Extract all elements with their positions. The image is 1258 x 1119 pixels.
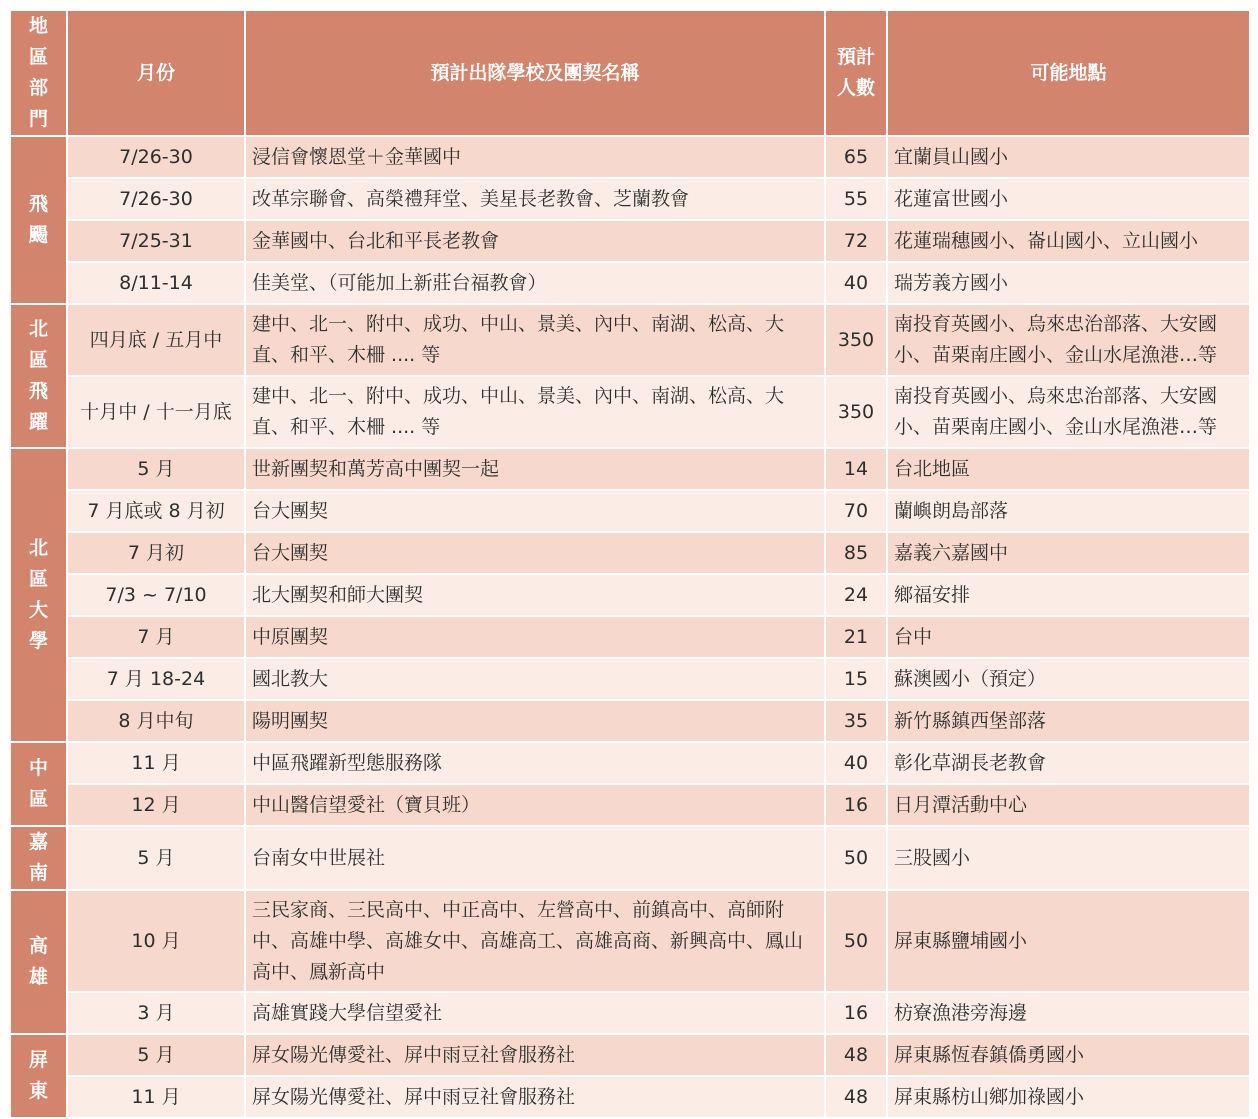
outreach-schedule-table	[9, 9, 1251, 1119]
location-cell: 宜蘭員山國小	[887, 136, 1250, 178]
header-region: 地區部門	[10, 10, 67, 136]
school-cell: 北大團契和師大團契	[245, 574, 825, 616]
table-row	[10, 658, 1250, 700]
month-cell: 3 月	[67, 992, 245, 1034]
table-row	[10, 178, 1250, 220]
table-row	[10, 700, 1250, 742]
table-row	[10, 826, 1250, 890]
count-cell: 50	[825, 890, 887, 992]
table-row	[10, 784, 1250, 826]
count-cell: 50	[825, 826, 887, 890]
table-row	[10, 992, 1250, 1034]
location-cell: 花蓮瑞穗國小、崙山國小、立山國小	[887, 220, 1250, 262]
school-cell: 陽明團契	[245, 700, 825, 742]
location-cell: 鄉福安排	[887, 574, 1250, 616]
table-row	[10, 890, 1250, 992]
school-cell: 中區飛躍新型態服務隊	[245, 742, 825, 784]
count-cell: 70	[825, 490, 887, 532]
school-cell: 金華國中、台北和平長老教會	[245, 220, 825, 262]
count-cell: 350	[825, 376, 887, 448]
table-row	[10, 1076, 1250, 1118]
month-cell: 四月底 / 五月中	[67, 304, 245, 376]
table-row	[10, 1034, 1250, 1076]
region-label: 中區	[28, 757, 48, 810]
region-label: 高雄	[28, 935, 48, 988]
school-cell: 台大團契	[245, 490, 825, 532]
location-cell: 花蓮富世國小	[887, 178, 1250, 220]
month-cell: 8 月中旬	[67, 700, 245, 742]
month-cell: 7/25-31	[67, 220, 245, 262]
month-cell: 12 月	[67, 784, 245, 826]
count-cell: 40	[825, 742, 887, 784]
count-cell: 48	[825, 1034, 887, 1076]
region-cell	[10, 826, 67, 890]
region-cell	[10, 304, 67, 448]
school-cell: 改革宗聯會、高榮禮拜堂、美星長老教會、芝蘭教會	[245, 178, 825, 220]
table-row	[10, 220, 1250, 262]
table-row	[10, 490, 1250, 532]
region-cell	[10, 742, 67, 826]
location-cell: 三股國小	[887, 826, 1250, 890]
count-cell: 21	[825, 616, 887, 658]
month-cell: 11 月	[67, 742, 245, 784]
school-cell: 佳美堂、（可能加上新莊台福教會）	[245, 262, 825, 304]
location-cell: 屏東縣鹽埔國小	[887, 890, 1250, 992]
month-cell: 10 月	[67, 890, 245, 992]
month-cell: 7/26-30	[67, 136, 245, 178]
table-row	[10, 574, 1250, 616]
school-cell: 建中、北一、附中、成功、中山、景美、內中、南湖、松高、大直、和平、木柵 .... 等	[245, 304, 825, 376]
month-cell: 5 月	[67, 826, 245, 890]
region-cell	[10, 890, 67, 1034]
location-cell: 蘭嶼朗島部落	[887, 490, 1250, 532]
school-cell: 浸信會懷恩堂＋金華國中	[245, 136, 825, 178]
school-cell: 中山醫信望愛社（寶貝班）	[245, 784, 825, 826]
location-cell: 新竹縣鎮西堡部落	[887, 700, 1250, 742]
month-cell: 7 月 18-24	[67, 658, 245, 700]
school-cell: 台大團契	[245, 532, 825, 574]
count-cell: 350	[825, 304, 887, 376]
month-cell: 5 月	[67, 448, 245, 490]
school-cell: 台南女中世展社	[245, 826, 825, 890]
location-cell: 瑞芳義方國小	[887, 262, 1250, 304]
region-label: 屏東	[28, 1049, 48, 1102]
count-cell: 72	[825, 220, 887, 262]
count-cell: 35	[825, 700, 887, 742]
month-cell: 7/3 ~ 7/10	[67, 574, 245, 616]
region-label: 北區大學	[28, 537, 48, 652]
school-cell: 屏女陽光傳愛社、屏中雨豆社會服務社	[245, 1076, 825, 1118]
month-cell: 7 月初	[67, 532, 245, 574]
count-cell: 55	[825, 178, 887, 220]
month-cell: 7 月	[67, 616, 245, 658]
table-wrapper	[9, 9, 1251, 1119]
header-month: 月份	[67, 10, 245, 136]
month-cell: 5 月	[67, 1034, 245, 1076]
table-row	[10, 376, 1250, 448]
table-row	[10, 742, 1250, 784]
count-cell: 15	[825, 658, 887, 700]
location-cell: 屏東縣枋山鄉加祿國小	[887, 1076, 1250, 1118]
region-label: 飛颺	[28, 193, 48, 246]
count-cell: 16	[825, 992, 887, 1034]
school-cell: 三民家商、三民高中、中正高中、左營高中、前鎮高中、高師附中、高雄中學、高雄女中、高雄高工、高雄高商、新興高中、鳳山高中、鳳新高中	[245, 890, 825, 992]
month-cell: 十月中 / 十一月底	[67, 376, 245, 448]
table-row	[10, 262, 1250, 304]
school-cell: 中原團契	[245, 616, 825, 658]
school-cell: 國北教大	[245, 658, 825, 700]
school-cell: 建中、北一、附中、成功、中山、景美、內中、南湖、松高、大直、和平、木柵 .... 等	[245, 376, 825, 448]
month-cell: 7/26-30	[67, 178, 245, 220]
count-cell: 48	[825, 1076, 887, 1118]
school-cell: 高雄實踐大學信望愛社	[245, 992, 825, 1034]
header-school: 預計出隊學校及團契名稱	[245, 10, 825, 136]
school-cell: 世新團契和萬芳高中團契一起	[245, 448, 825, 490]
location-cell: 彰化草湖長老教會	[887, 742, 1250, 784]
location-cell: 日月潭活動中心	[887, 784, 1250, 826]
school-cell: 屏女陽光傳愛社、屏中雨豆社會服務社	[245, 1034, 825, 1076]
location-cell: 南投育英國小、烏來忠治部落、大安國小、苗栗南庄國小、金山水尾漁港…等	[887, 304, 1250, 376]
count-cell: 24	[825, 574, 887, 616]
region-label: 北區飛躍	[28, 318, 48, 433]
count-cell: 85	[825, 532, 887, 574]
location-cell: 嘉義六嘉國中	[887, 532, 1250, 574]
location-cell: 屏東縣恆春鎮僑勇國小	[887, 1034, 1250, 1076]
table-row	[10, 136, 1250, 178]
location-cell: 蘇澳國小（預定）	[887, 658, 1250, 700]
location-cell: 南投育英國小、烏來忠治部落、大安國小、苗栗南庄國小、金山水尾漁港…等	[887, 376, 1250, 448]
month-cell: 8/11-14	[67, 262, 245, 304]
table-row	[10, 616, 1250, 658]
region-cell	[10, 136, 67, 304]
table-body	[10, 136, 1250, 1118]
count-cell: 16	[825, 784, 887, 826]
region-label: 嘉南	[28, 831, 48, 884]
count-cell: 40	[825, 262, 887, 304]
table-row	[10, 304, 1250, 376]
header-row	[10, 10, 1250, 136]
region-cell	[10, 448, 67, 742]
table-row	[10, 532, 1250, 574]
table-row	[10, 448, 1250, 490]
location-cell: 台北地區	[887, 448, 1250, 490]
month-cell: 7 月底或 8 月初	[67, 490, 245, 532]
location-cell: 枋寮漁港旁海邊	[887, 992, 1250, 1034]
month-cell: 11 月	[67, 1076, 245, 1118]
header-count: 預計人數	[825, 10, 887, 136]
location-cell: 台中	[887, 616, 1250, 658]
region-cell	[10, 1034, 67, 1118]
count-cell: 14	[825, 448, 887, 490]
header-location: 可能地點	[887, 10, 1250, 136]
count-cell: 65	[825, 136, 887, 178]
